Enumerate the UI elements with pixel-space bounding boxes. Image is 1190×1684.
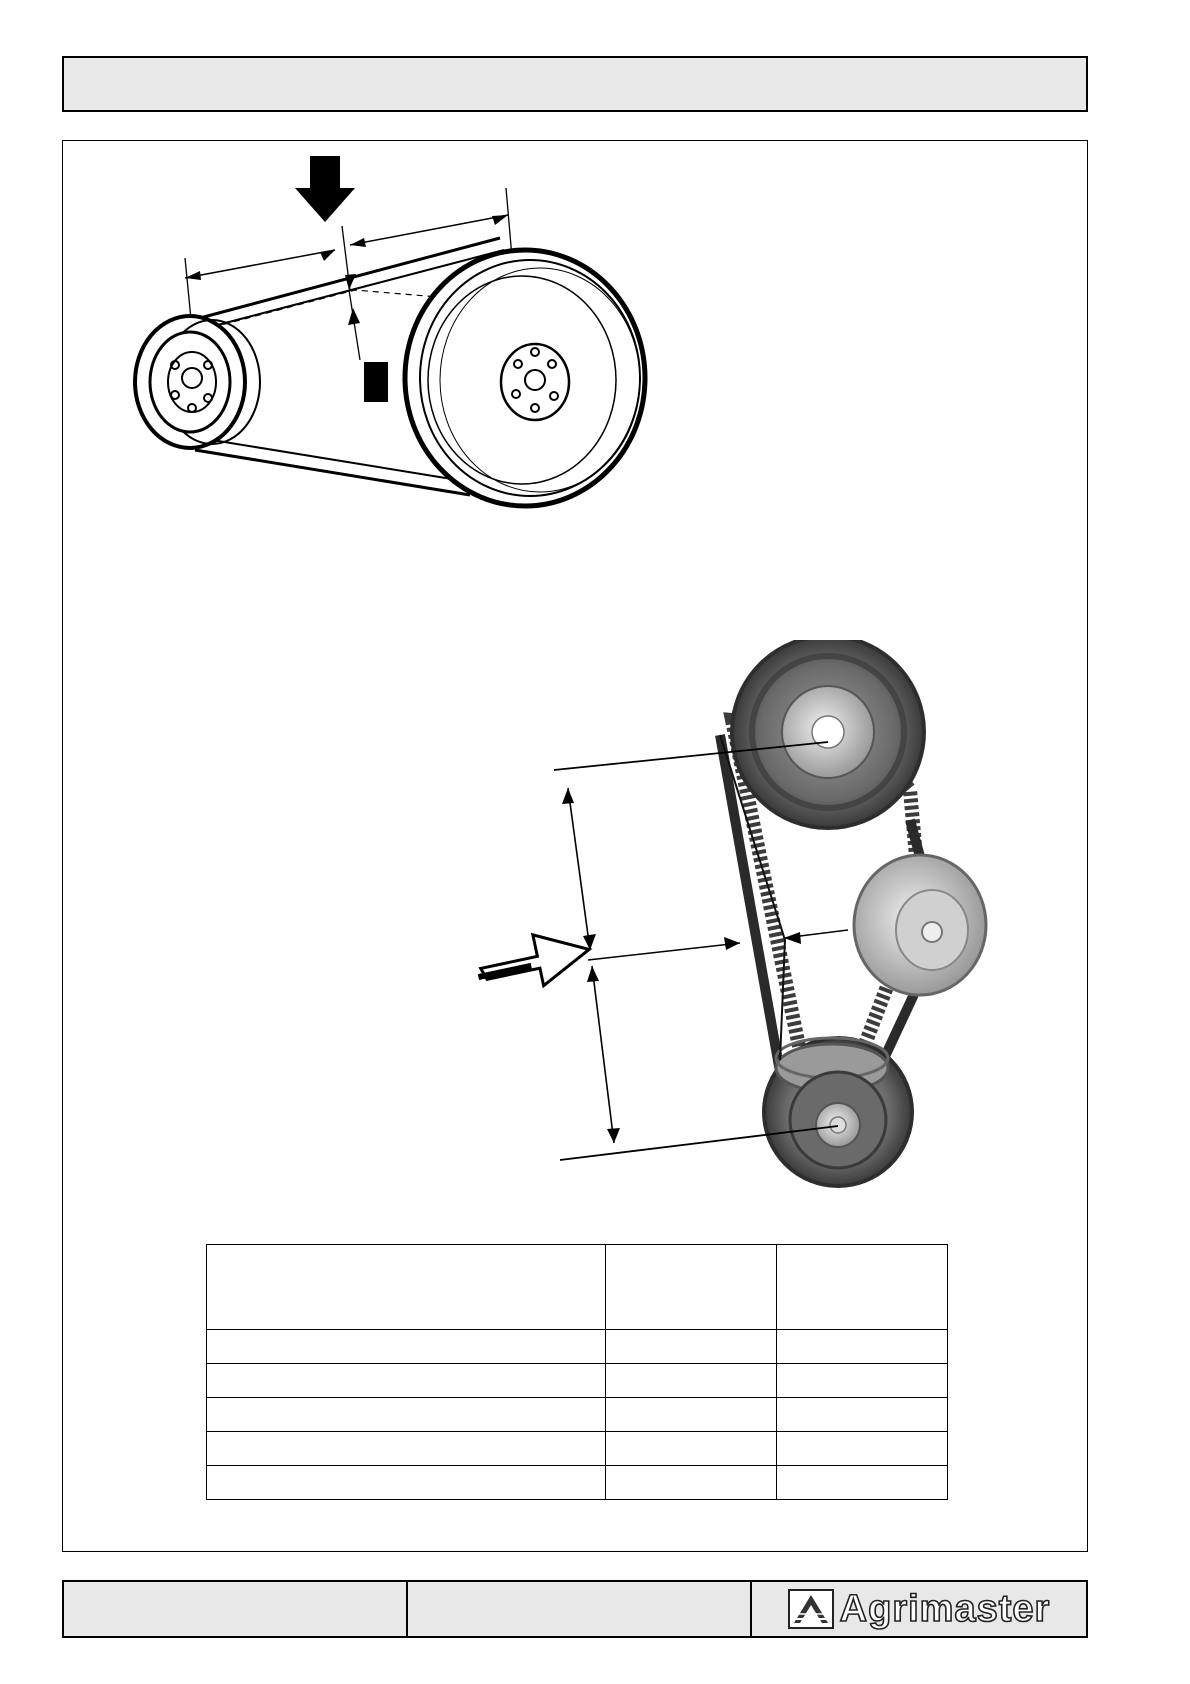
table-cell (606, 1330, 777, 1364)
footer-cell-middle (408, 1582, 752, 1636)
logo-text: Agrimaster (839, 1588, 1051, 1630)
press-arrow-icon (295, 156, 355, 222)
table-header-cell (777, 1245, 948, 1330)
label-box (364, 362, 388, 402)
table-cell (207, 1364, 606, 1398)
footer (62, 1580, 1088, 1638)
table-cell (777, 1364, 948, 1398)
footer-logo-cell (752, 1582, 1086, 1636)
table-row (207, 1466, 948, 1500)
belt-tension-diagram-top (120, 150, 690, 530)
table-header-cell (606, 1245, 777, 1330)
table-cell (207, 1330, 606, 1364)
table-cell (606, 1466, 777, 1500)
table-cell (207, 1398, 606, 1432)
table-header-cell (207, 1245, 606, 1330)
table-cell (777, 1330, 948, 1364)
table-cell (606, 1398, 777, 1432)
table-cell (606, 1432, 777, 1466)
table-row (207, 1398, 948, 1432)
table-cell (207, 1432, 606, 1466)
agrimaster-logo-icon (788, 1589, 834, 1629)
table-row (207, 1330, 948, 1364)
table-row (207, 1432, 948, 1466)
belt-tension-diagram-bottom (470, 640, 1030, 1200)
table-cell (606, 1364, 777, 1398)
table-cell (777, 1398, 948, 1432)
table-header-row (207, 1245, 948, 1330)
agrimaster-logo (788, 1589, 1051, 1629)
table-cell (207, 1466, 606, 1500)
pointer-arrow-icon (476, 924, 594, 998)
footer-cell-left (64, 1582, 408, 1636)
header-bar (62, 56, 1088, 112)
table-cell (777, 1466, 948, 1500)
table-cell (777, 1432, 948, 1466)
spec-table (206, 1244, 948, 1500)
table-row (207, 1364, 948, 1398)
